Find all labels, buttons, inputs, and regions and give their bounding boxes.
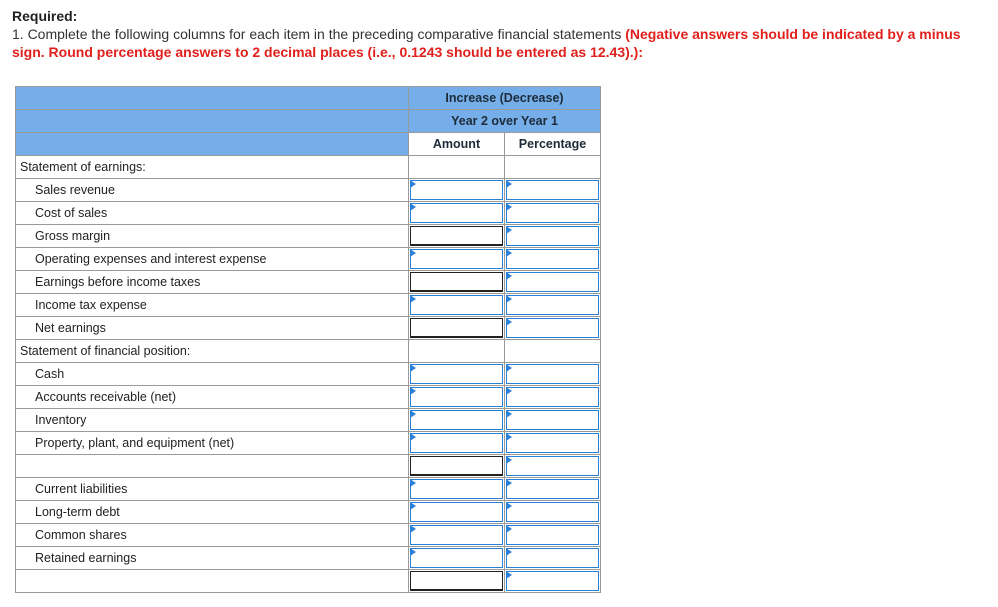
amount-cell-empty: [409, 156, 505, 179]
instructions: [12, 7, 987, 61]
header-period: Year 2 over Year 1: [409, 110, 601, 133]
percentage-input[interactable]: [505, 547, 601, 570]
table-row: [16, 478, 601, 501]
percentage-input[interactable]: [505, 248, 601, 271]
percentage-input[interactable]: [505, 501, 601, 524]
header-row-period: [16, 110, 601, 133]
instruction-text: [12, 25, 987, 61]
cell-marker-icon: [506, 502, 512, 510]
amount-input[interactable]: [409, 524, 505, 547]
amount-input[interactable]: [409, 202, 505, 225]
table-row: [16, 202, 601, 225]
percentage-input[interactable]: [505, 386, 601, 409]
header-increase-decrease: Increase (Decrease): [409, 87, 601, 110]
row-label: Income tax expense: [16, 294, 409, 317]
row-label: Statement of financial position:: [16, 340, 409, 363]
cell-marker-icon: [506, 295, 512, 303]
amount-input[interactable]: [409, 455, 505, 478]
row-label: [16, 570, 409, 593]
table-row: [16, 386, 601, 409]
amount-input[interactable]: [409, 432, 505, 455]
row-label: Statement of earnings:: [16, 156, 409, 179]
header-blank-cell: [16, 133, 409, 156]
percentage-cell-empty: [505, 340, 601, 363]
required-heading: Required:: [12, 8, 78, 24]
cell-marker-icon: [410, 479, 416, 487]
percentage-input[interactable]: [505, 455, 601, 478]
cell-marker-icon: [410, 502, 416, 510]
row-label: Long-term debt: [16, 501, 409, 524]
cell-marker-icon: [506, 456, 512, 464]
table-row: [16, 409, 601, 432]
cell-marker-icon: [410, 387, 416, 395]
percentage-input[interactable]: [505, 570, 601, 593]
amount-input[interactable]: [409, 386, 505, 409]
table-row: [16, 363, 601, 386]
header-amount: Amount: [409, 133, 505, 156]
amount-cell-empty: [409, 340, 505, 363]
cell-marker-icon: [410, 295, 416, 303]
percentage-input[interactable]: [505, 432, 601, 455]
cell-marker-icon: [506, 433, 512, 441]
table-row: [16, 156, 601, 179]
header-percentage: Percentage: [505, 133, 601, 156]
row-label: Cost of sales: [16, 202, 409, 225]
amount-input[interactable]: [409, 409, 505, 432]
amount-input[interactable]: [409, 570, 505, 593]
table-row: [16, 225, 601, 248]
percentage-input[interactable]: [505, 317, 601, 340]
cell-marker-icon: [410, 249, 416, 257]
percentage-input[interactable]: [505, 225, 601, 248]
header-blank-cell: [16, 87, 409, 110]
percentage-input[interactable]: [505, 202, 601, 225]
cell-marker-icon: [506, 318, 512, 326]
amount-input[interactable]: [409, 225, 505, 248]
cell-marker-icon: [410, 180, 416, 188]
cell-marker-icon: [506, 571, 512, 579]
row-label: Operating expenses and interest expense: [16, 248, 409, 271]
row-label: Property, plant, and equipment (net): [16, 432, 409, 455]
percentage-input[interactable]: [505, 524, 601, 547]
row-label: Common shares: [16, 524, 409, 547]
cell-marker-icon: [506, 479, 512, 487]
row-label: Inventory: [16, 409, 409, 432]
percentage-input[interactable]: [505, 294, 601, 317]
cell-marker-icon: [506, 180, 512, 188]
row-label: [16, 455, 409, 478]
table-row: [16, 547, 601, 570]
row-label: Accounts receivable (net): [16, 386, 409, 409]
table-row: [16, 179, 601, 202]
table-row: [16, 317, 601, 340]
table-row: [16, 570, 601, 593]
amount-input[interactable]: [409, 248, 505, 271]
cell-marker-icon: [506, 249, 512, 257]
cell-marker-icon: [506, 226, 512, 234]
table-row: [16, 271, 601, 294]
cell-marker-icon: [410, 410, 416, 418]
cell-marker-icon: [506, 548, 512, 556]
header-row-columns: [16, 133, 601, 156]
row-label: Sales revenue: [16, 179, 409, 202]
amount-input[interactable]: [409, 317, 505, 340]
cell-marker-icon: [506, 364, 512, 372]
table-row: [16, 524, 601, 547]
cell-marker-icon: [410, 525, 416, 533]
cell-marker-icon: [506, 203, 512, 211]
cell-marker-icon: [410, 364, 416, 372]
percentage-input[interactable]: [505, 271, 601, 294]
row-label: Cash: [16, 363, 409, 386]
amount-input[interactable]: [409, 363, 505, 386]
cell-marker-icon: [506, 410, 512, 418]
header-blank-cell: [16, 110, 409, 133]
amount-input[interactable]: [409, 294, 505, 317]
amount-input[interactable]: [409, 179, 505, 202]
row-label: Retained earnings: [16, 547, 409, 570]
row-label: Current liabilities: [16, 478, 409, 501]
table-row: [16, 248, 601, 271]
percentage-input[interactable]: [505, 409, 601, 432]
percentage-input[interactable]: [505, 363, 601, 386]
instruction-emphasis: (Negative answers should be indicated by a minus sign. Round percentage answers to 2 decimal places (i.e., 0.1243 should be entered as 12.43).):: [12, 26, 961, 60]
table-row: [16, 455, 601, 478]
table-row: [16, 294, 601, 317]
percentage-input[interactable]: [505, 179, 601, 202]
comparative-statements-table: [15, 86, 601, 593]
amount-input[interactable]: [409, 501, 505, 524]
header-row-group: [16, 87, 601, 110]
cell-marker-icon: [506, 525, 512, 533]
row-label: Net earnings: [16, 317, 409, 340]
row-label: Earnings before income taxes: [16, 271, 409, 294]
table-row: [16, 501, 601, 524]
cell-marker-icon: [410, 203, 416, 211]
table-row: [16, 340, 601, 363]
cell-marker-icon: [506, 272, 512, 280]
amount-input[interactable]: [409, 478, 505, 501]
cell-marker-icon: [410, 433, 416, 441]
percentage-cell-empty: [505, 156, 601, 179]
amount-input[interactable]: [409, 271, 505, 294]
cell-marker-icon: [410, 548, 416, 556]
amount-input[interactable]: [409, 547, 505, 570]
instruction-text-main: 1. Complete the following columns for each item in the preceding comparative financial statements: [12, 26, 626, 42]
table-row: [16, 432, 601, 455]
row-label: Gross margin: [16, 225, 409, 248]
percentage-input[interactable]: [505, 478, 601, 501]
cell-marker-icon: [506, 387, 512, 395]
